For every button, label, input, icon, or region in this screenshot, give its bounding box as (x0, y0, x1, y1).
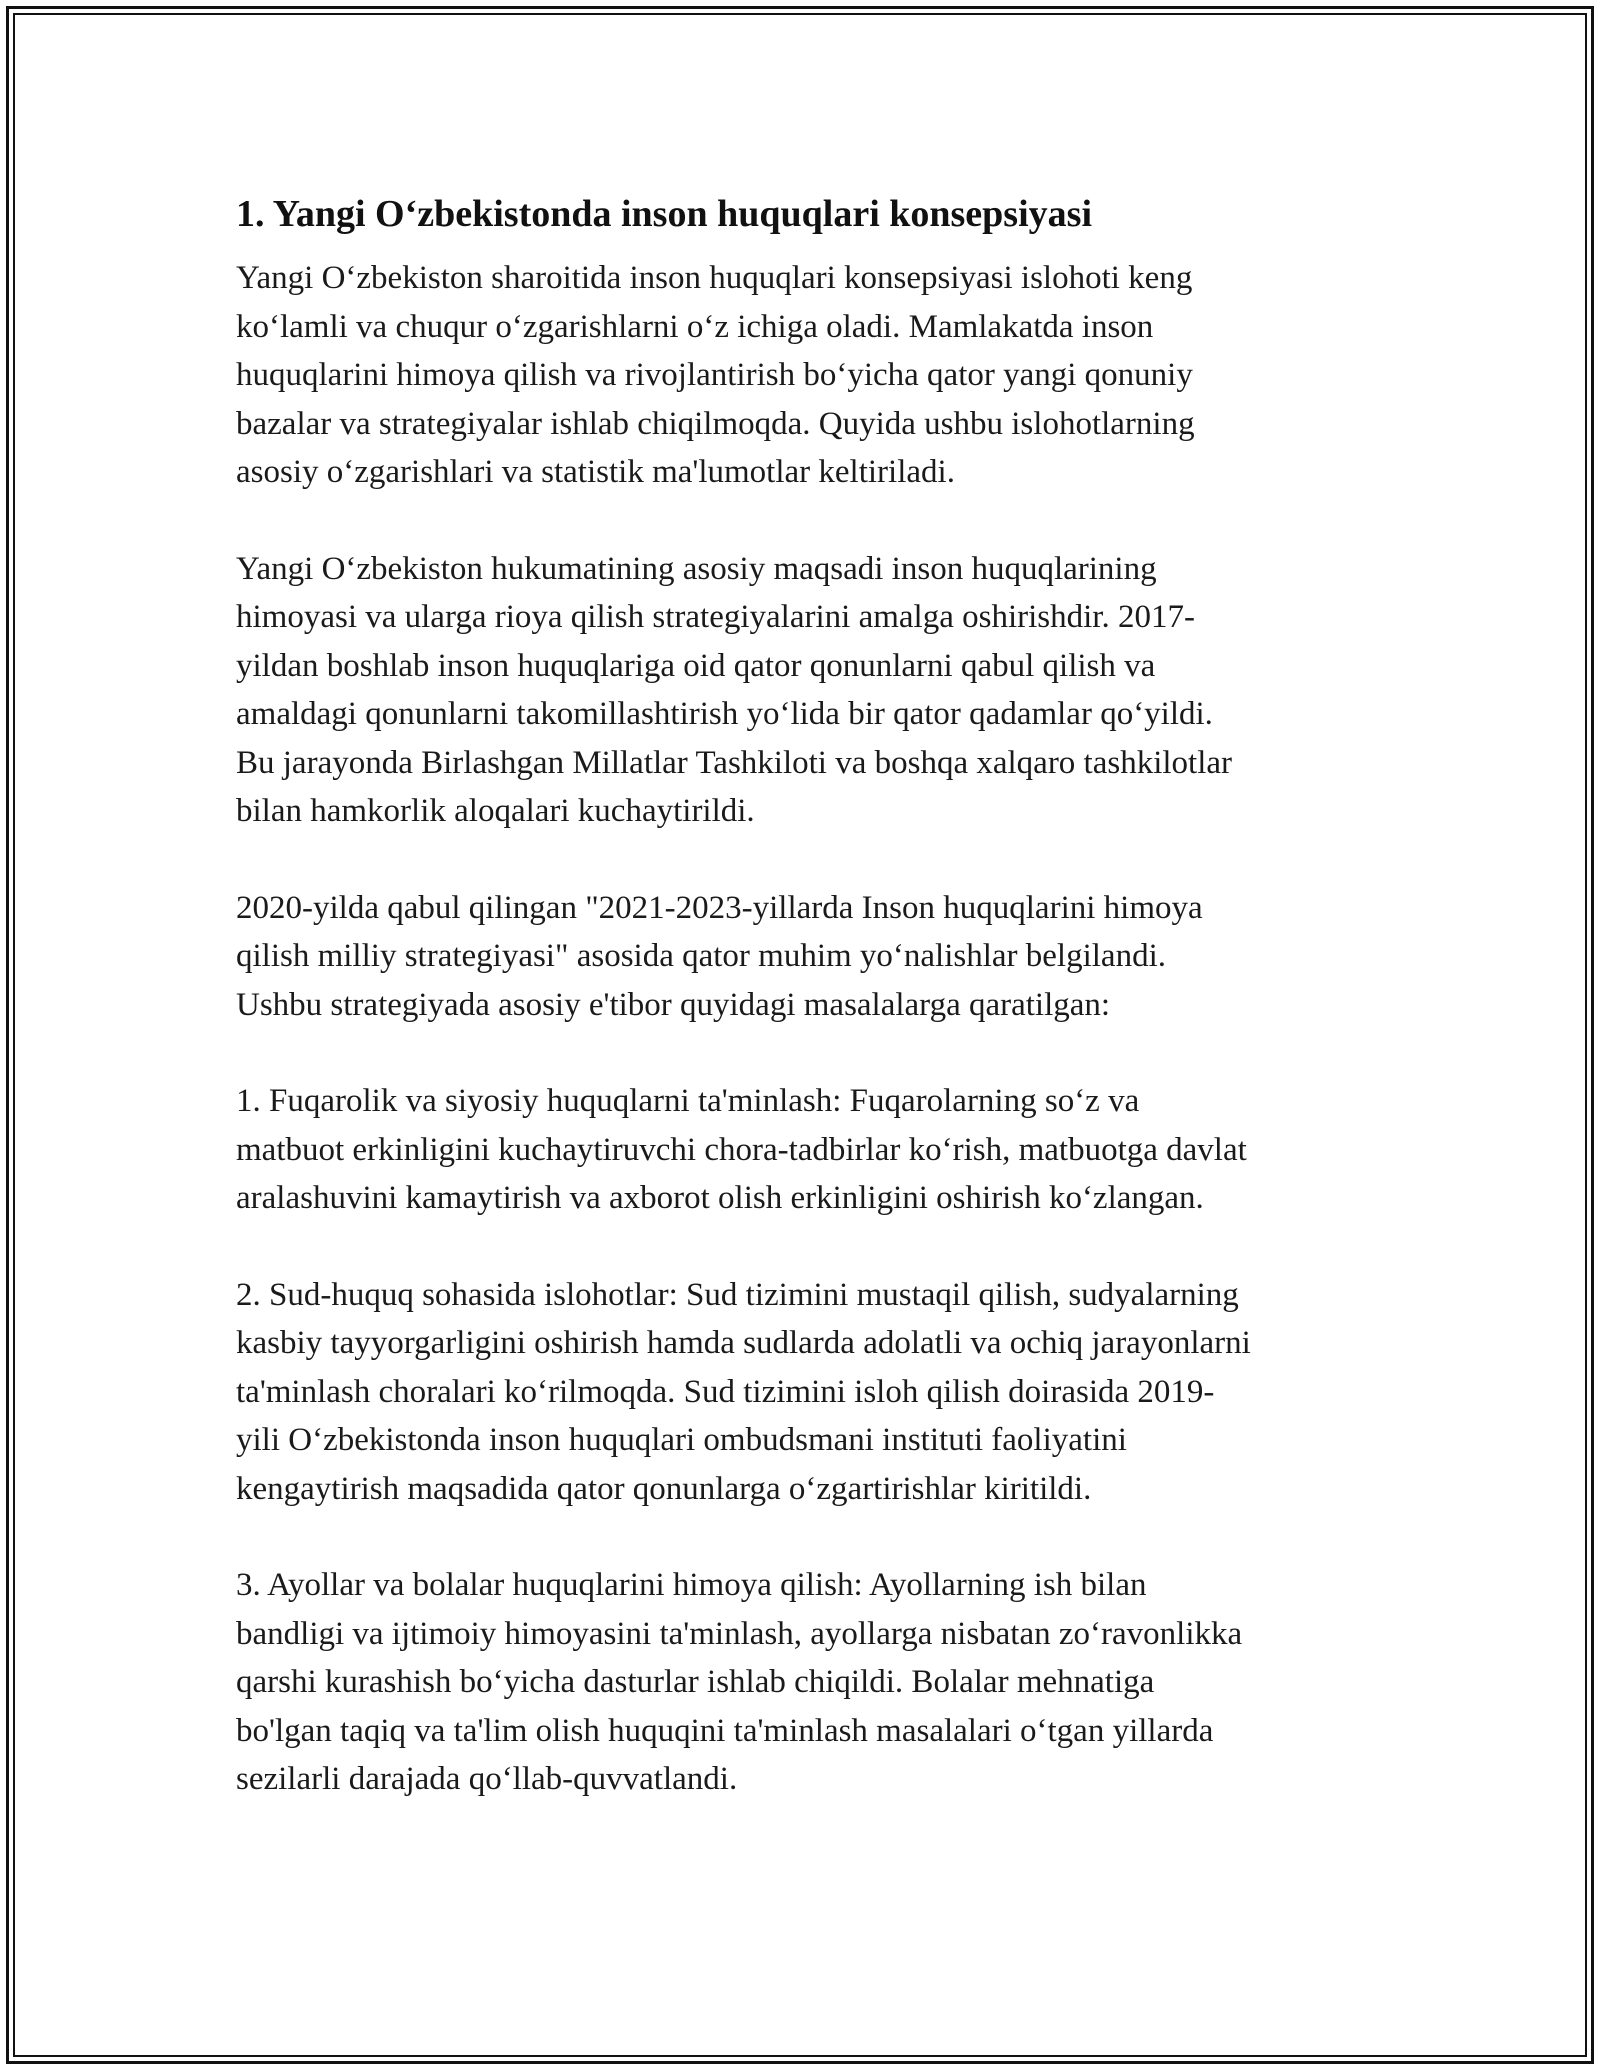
judicial-reform-item: 2. Sud-huquq sohasida islohotlar: Sud tizimini mustaqil qilish, sudyalarning kasbiy tayyorgarligini oshirish hamda sudlarda adolatli va ochiq jarayonlarni ta'minlash choralari ko‘rilmoqda. Sud tizimini isloh qilish doirasida 2019- yili O‘zbekistonda inson huquqlari ombudsmani instituti faoliyatini kengaytirish maqsadida qator qonunlarga o‘zgartirishlar kiritildi. (236, 1276, 1251, 1507)
section-heading: 1. Yangi O‘zbekistonda inson huquqlari konsepsiyasi (236, 193, 1093, 235)
women-children-rights-item: 3. Ayollar va bolalar huquqlarini himoya qilish: Ayollarning ish bilan bandligi va ijtimoiy himoyasini ta'minlash, ayollarga nisbatan zo‘ravonlikka qarshi kurashish bo‘yicha dasturlar ishlab chiqildi. Bolalar mehnatiga bo'lgan taqiq va ta'lim olish huquqini ta'minlash masalalari o‘tgan yillarda sezilarli darajada qo‘llab-quvvatlandi. (236, 1567, 1243, 1797)
intro-paragraph: Yangi O‘zbekiston sharoitida inson huquqlari konsepsiyasi islohoti keng ko‘lamli va chuqur o‘zgarishlarni o‘z ichiga oladi. Mamlakatda inson huquqlarini himoya qilish va rivojlantirish bo‘yicha qator yangi qonuniy bazalar va strategiyalar ishlab chiqilmoqda. Quyida ushbu islohotlarning asosiy o‘zgarishlari va statistik ma'lumotlar keltiriladi. (236, 260, 1195, 490)
national-strategy-paragraph: 2020-yilda qabul qilingan "2021-2023-yillarda Inson huquqlarini himoya qilish milliy strategiyasi" asosida qator muhim yo‘nalishlar belgilandi. Ushbu strategiyada asosiy e'tibor quyidagi masalalarga qaratilgan: (236, 889, 1203, 1023)
document-body (236, 190, 1376, 1852)
civil-political-rights-item: 1. Fuqarolik va siyosiy huquqlarni ta'minlash: Fuqarolarning so‘z va matbuot erkinligini kuchaytiruvchi chora-tadbirlar ko‘rish, matbuotga davlat aralashuvini kamaytirish va axborot olish erkinligini oshirish ko‘zlangan. (236, 1083, 1247, 1216)
government-goal-paragraph: Yangi O‘zbekiston hukumatining asosiy maqsadi inson huquqlarining himoyasi va ularga rioya qilish strategiyalarini amalga oshirishdir. 2017- yildan boshlab inson huquqlariga oid qator qonunlarni qabul qilish va amaldagi qonunlarni takomillashtirish yo‘lida bir qator qadamlar qo‘yildi. Bu jarayonda Birlashgan Millatlar Tashkiloti va boshqa xalqaro tashkilotlar bilan hamkorlik aloqalari kuchaytirildi. (236, 550, 1233, 829)
